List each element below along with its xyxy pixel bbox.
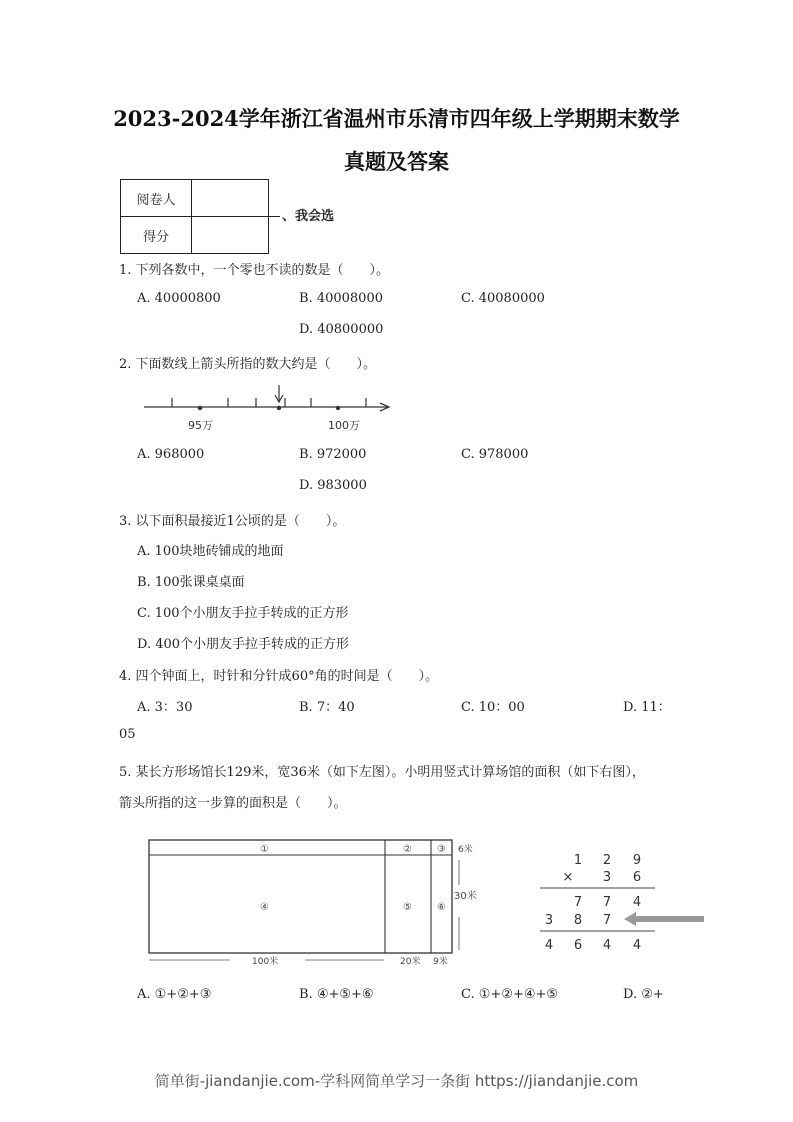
grading-row <box>121 180 269 217</box>
option-c: C. 100个小朋友手拉手转成的正方形 <box>137 606 349 621</box>
svg-text:3: 3 <box>602 870 612 885</box>
question-text: 以下面积最接近1公顷的是（ ）。 <box>135 514 346 529</box>
grader-field <box>192 180 269 217</box>
option-c: C. ①+②+④+⑤ <box>461 987 559 1002</box>
option-b: B. 972000 <box>299 447 367 462</box>
multiply-sign: × <box>562 870 574 885</box>
svg-text:3: 3 <box>544 913 554 928</box>
svg-text:6: 6 <box>632 870 642 885</box>
option-d: D. ②+ <box>623 987 664 1002</box>
option-a: A. 100块地砖铺成的地面 <box>137 544 284 559</box>
question-2 <box>119 353 376 372</box>
region-5-label: ⑤ <box>403 902 412 913</box>
option-b: B. 7：40 <box>299 700 355 715</box>
svg-text:2: 2 <box>602 853 612 868</box>
option-a: A. 40000800 <box>137 291 221 306</box>
svg-text:6: 6 <box>573 938 583 953</box>
label-95wan: 95万 <box>188 419 213 432</box>
number-line-figure <box>140 382 395 438</box>
left-arrow-icon <box>624 912 704 926</box>
grading-table <box>120 179 269 254</box>
dim-100m: 100米 <box>252 957 279 967</box>
option-d: D. 40800000 <box>299 322 384 337</box>
question-text: 下面数线上箭头所指的数大约是（ ）。 <box>135 357 377 372</box>
svg-text:1: 1 <box>573 853 583 868</box>
dim-9m: 9米 <box>433 957 448 967</box>
document-title: 2023-2024学年浙江省温州市乐清市四年级上学期期末数学 <box>113 106 680 131</box>
region-2-label: ② <box>403 844 412 855</box>
label-100wan: 100万 <box>328 419 360 432</box>
option-a: A. 968000 <box>137 447 205 462</box>
section-dash <box>266 216 280 217</box>
svg-text:9: 9 <box>632 853 642 868</box>
option-d: D. 400个小朋友手拉手转成的正方形 <box>137 637 350 652</box>
score-field <box>192 217 269 254</box>
option-c: C. 10：00 <box>461 700 525 715</box>
option-b: B. ④+⑤+⑥ <box>299 987 374 1002</box>
section-heading <box>266 205 334 224</box>
region-6-label: ⑥ <box>437 902 446 913</box>
svg-text:7: 7 <box>602 913 612 928</box>
multiplication-figure <box>530 845 720 955</box>
grading-row <box>121 217 269 254</box>
question-5 <box>119 761 645 780</box>
question-text: 四个钟面上，时针和分针成60°角的时间是（ ）。 <box>135 669 439 684</box>
footer-watermark: 简单街-jiandanjie.com-学科网简单学习一条街 https://jiandanjie.com <box>154 1072 639 1090</box>
svg-text:4: 4 <box>632 938 642 953</box>
option-a: A. ①+②+③ <box>137 987 212 1002</box>
svg-text:4: 4 <box>632 895 642 910</box>
field-diagram <box>140 825 485 970</box>
question-number: 4. <box>119 669 132 684</box>
svg-text:4: 4 <box>602 938 612 953</box>
question-number: 1. <box>119 263 132 278</box>
option-b: B. 100张课桌桌面 <box>137 575 245 590</box>
question-1 <box>119 259 389 278</box>
document-subtitle: 真题及答案 <box>344 149 449 174</box>
option-d-wrap: 05 <box>119 727 136 742</box>
option-c: C. 978000 <box>461 447 529 462</box>
score-label: 得分 <box>121 217 192 254</box>
question-text: 某长方形场馆长129米，宽36米（如下左图）。小明用竖式计算场馆的面积（如下右图）， <box>135 765 645 780</box>
question-4 <box>119 665 438 684</box>
dim-20m: 20米 <box>400 957 421 967</box>
svg-text:7: 7 <box>602 895 612 910</box>
question-5-line2: 箭头所指的这一步算的面积是（ ）。 <box>119 796 347 811</box>
region-1-label: ① <box>260 844 269 855</box>
section-title: 、我会选 <box>282 209 335 224</box>
option-d: D. 11： <box>623 700 671 715</box>
dim-6m: 6米 <box>458 845 473 855</box>
question-3 <box>119 510 345 529</box>
region-4-label: ④ <box>260 902 269 913</box>
svg-text:8: 8 <box>573 913 583 928</box>
option-c: C. 40080000 <box>461 291 545 306</box>
question-text: 下列各数中，一个零也不读的数是（ ）。 <box>135 263 390 278</box>
dim-30m: 30米 <box>454 891 477 902</box>
svg-text:4: 4 <box>544 938 554 953</box>
svg-text:7: 7 <box>573 895 583 910</box>
option-a: A. 3：30 <box>137 700 193 715</box>
question-number: 3. <box>119 514 132 529</box>
option-d: D. 983000 <box>299 478 367 493</box>
option-b: B. 40008000 <box>299 291 383 306</box>
question-number: 5. <box>119 765 132 780</box>
region-3-label: ③ <box>437 844 446 855</box>
question-number: 2. <box>119 357 132 372</box>
grader-label: 阅卷人 <box>121 180 192 217</box>
